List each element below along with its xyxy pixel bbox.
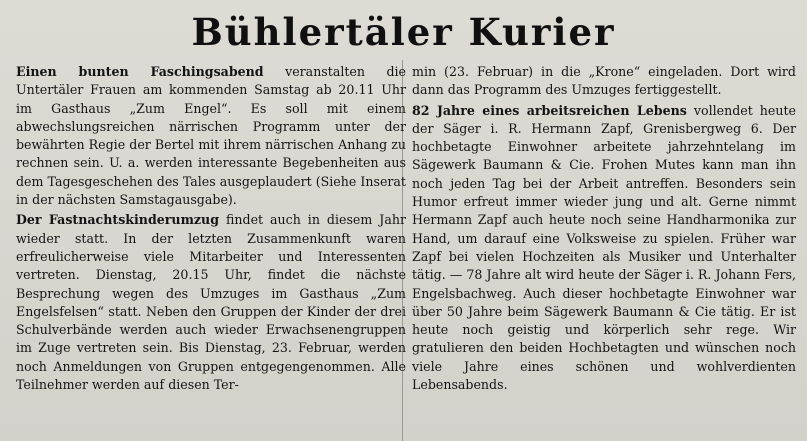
article-body: vollendet heute der Säger i. R. Hermann Zapf, Grenisbergweg 6. Der hochbetagte Einwohner arbeitete jahrzehntelang im Sägewerk Baumann & Cie. Frohen Mutes kann man ihn noch jeden Tag bei der Arbeit antreffen. Besonders sein Humor erfreut immer wieder jung und alt. Gerne nimmt Hermann Zapf auch heute noch seine Handharmonika zur Hand, um darauf eine Volksweise zu spielen. Früher war Zapf bei vielen Hochzeiten als Musiker und Unterhalter tätig. — 78 Jahre alt wird heute der Säger i. R. Johann Fers, Engelsbachweg. Auch dieser hochbetagte Einwohner war über 50 Jahre beim Sägewerk Baumann & Cie tätig. Er ist heute noch geistig und körperlich sehr rege. Wir gratulieren den beiden Hochbetagten und wünschen noch viele Jahre eines schönen und wohlverdienten Lebensabends. (412, 102, 796, 393)
article-body: findet auch in diesem Jahr wieder statt. In der letzten Zusammenkunft waren erfreulicherweise viele Mitarbeiter und Interessenten vertreten. Dienstag, 20.15 Uhr, findet die nächste Besprechung wegen des Umzuges im Gasthaus „Zum Engelsfelsen“ statt. Neben den Gruppen der Kinder der drei Schulverbände werden auch wieder Erwachsenengruppen im Zuge vertreten sein. Bis Dienstag, 23. Februar, werden noch Anmeldungen von Gruppen entgegengenommen. Alle Teilnehmer werden auf diesen Ter- (16, 212, 406, 393)
article-lead: Einen bunten Faschingsabend (16, 64, 264, 79)
left-column (16, 63, 406, 394)
article-lead: Der Fastnachtskinderumzug (16, 212, 220, 228)
masthead-title: Bühlertäler Kurier (191, 10, 616, 54)
article-kinderumzug (16, 211, 406, 394)
article-body: min (23. Februar) in die „Krone“ eingeladen. Dort wird dann das Programm des Umzuges fertiggestellt. (412, 64, 796, 98)
right-column (412, 63, 796, 394)
article-fasching (16, 63, 406, 209)
article-continuation (412, 63, 796, 100)
article-lead: 82 Jahre eines arbeitsreichen Lebens (412, 102, 687, 118)
article-birthday (412, 102, 796, 395)
article-body: veranstalten die Untertäler Frauen am kommenden Samstag ab 20.11 Uhr im Gasthaus „Zum Engel“. Es soll mit einem abwechslungsreichen närrischen Programm unter der bewährten Regie der Bertel mit ihrem närrischen Anhang zu rechnen sein. U. a. werden interessante Begebenheiten aus dem Tagesgeschehen des Tales ausgeplaudert (Siehe Inserat in der nächsten Samstagausgabe). (16, 64, 406, 208)
